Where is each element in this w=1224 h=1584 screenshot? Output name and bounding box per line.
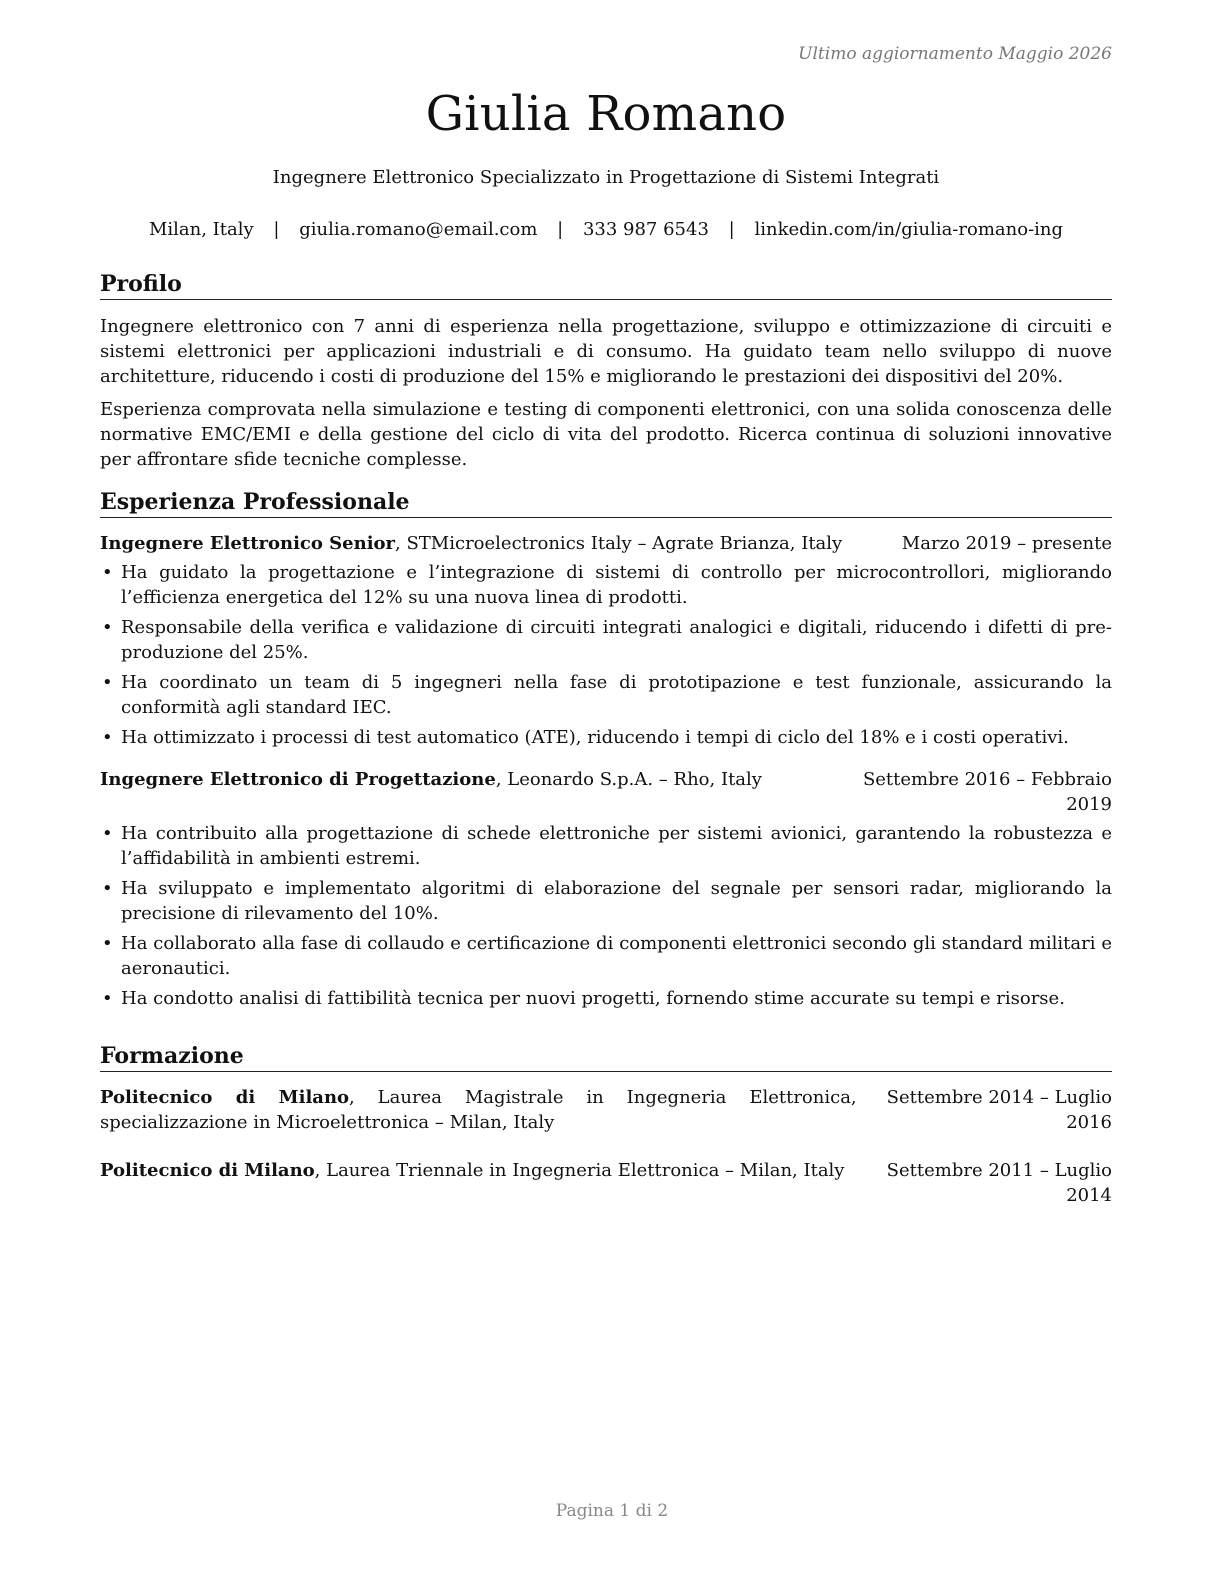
section-title-experience: Esperienza Professionale [100, 489, 1112, 518]
contact-line [100, 219, 1112, 240]
contact-linkedin[interactable]: linkedin.com/in/giulia-romano-ing [754, 219, 1064, 240]
job-header [100, 531, 1112, 556]
education-school: Politecnico di Milano [100, 1087, 350, 1108]
job-role: Ingegnere Elettronico di Progettazione [100, 769, 496, 790]
education-section [100, 1043, 1112, 1208]
education-entry [100, 1158, 1112, 1208]
resume-page [100, 0, 1112, 1584]
list-item: • Ha coordinato un team di 5 ingegneri nella fase di prototipazione e test funzionale, assicurando la conformità agli standard IEC. [100, 670, 1112, 720]
job-company: , Leonardo S.p.A. – Rho, Italy [495, 769, 762, 790]
candidate-name: Giulia Romano [425, 86, 787, 142]
list-item: • Ha sviluppato e implementato algoritmi di elaborazione del segnale per sensori radar, migliorando la precisione di rilevamento del 10%. [100, 876, 1112, 926]
education-dates [887, 1158, 1112, 1208]
contact-phone[interactable]: 333 987 6543 [582, 219, 709, 240]
job-bullets [100, 821, 1112, 1011]
contact-separator: | [557, 219, 564, 240]
job-role: Ingegnere Elettronico Senior [100, 533, 396, 554]
education-degree: , Laurea Magistrale in Ingegneria Elettronica, specializzazione in Microelettronica – Milan, Italy [100, 1087, 857, 1133]
job-bullets [100, 560, 1112, 750]
list-item: • Ha guidato la progettazione e l’integrazione di sistemi di controllo per microcontrollori, migliorando l’efficienza energetica del 12% su una nuova linea di prodotti. [100, 560, 1112, 610]
profile-section [100, 271, 1112, 472]
job-dates [863, 767, 1112, 817]
contact-separator: | [728, 219, 735, 240]
education-school: Politecnico di Milano [100, 1160, 315, 1181]
job-entry [100, 767, 1112, 1011]
profile-paragraph: Ingegnere elettronico con 7 anni di esperienza nella progettazione, sviluppo e ottimizzazione di circuiti e sistemi elettronici per applicazioni industriali e di consumo. Ha guidato team nello sviluppo di nuove architetture, riducendo i costi di produzione del 15% e migliorando le prestazioni dei dispositivi del 20%. [100, 316, 1112, 387]
section-title-profile: Profilo [100, 271, 1112, 300]
education-dates-line: Settembre 2011 – Luglio [886, 1160, 1112, 1181]
list-item: • Ha condotto analisi di fattibilità tecnica per nuovi progetti, fornendo stime accurate su tempi e risorse. [100, 986, 1112, 1011]
experience-section [100, 489, 1112, 1016]
job-company: , STMicroelectronics Italy – Agrate Brianza, Italy [395, 533, 843, 554]
education-entry [100, 1085, 1112, 1135]
profile-paragraph: Esperienza comprovata nella simulazione e testing di componenti elettronici, con una solida conoscenza delle normative EMC/EMI e della gestione del ciclo di vita del prodotto. Ricerca continua di soluzioni innovative per affrontare sfide tecniche complesse. [100, 399, 1112, 470]
job-dates-line: 2019 [1066, 794, 1112, 815]
education-dates-line: Settembre 2014 – Luglio [886, 1087, 1112, 1108]
job-dates: Marzo 2019 – presente [901, 533, 1112, 554]
candidate-headline: Ingegnere Elettronico Specializzato in Progettazione di Sistemi Integrati [272, 167, 940, 188]
page-number: Pagina 1 di 2 [555, 1501, 669, 1521]
contact-separator: | [273, 219, 280, 240]
list-item: • Responsabile della verifica e validazione di circuiti integrati analogici e digitali, riducendo i difetti di pre-produzione del 25%. [100, 615, 1112, 665]
contact-location: Milan, Italy [148, 219, 254, 240]
job-entry [100, 531, 1112, 750]
education-dates [887, 1085, 1112, 1135]
last-updated: Ultimo aggiornamento Maggio 2026 [798, 44, 1112, 64]
job-dates-line: Settembre 2016 – Febbraio [862, 769, 1112, 790]
section-title-education: Formazione [100, 1043, 1112, 1072]
education-degree: , Laurea Triennale in Ingegneria Elettronica – Milan, Italy [314, 1160, 845, 1181]
contact-email[interactable]: giulia.romano@email.com [299, 219, 538, 240]
job-header [100, 767, 1112, 817]
list-item: • Ha collaborato alla fase di collaudo e certificazione di componenti elettronici secondo gli standard militari e aeronautici. [100, 931, 1112, 981]
education-dates-line: 2016 [1066, 1112, 1112, 1133]
list-item: • Ha ottimizzato i processi di test automatico (ATE), riducendo i tempi di ciclo del 18% e i costi operativi. [100, 725, 1112, 750]
list-item: • Ha contribuito alla progettazione di schede elettroniche per sistemi avionici, garantendo la robustezza e l’affidabilità in ambienti estremi. [100, 821, 1112, 871]
education-dates-line: 2014 [1066, 1185, 1112, 1206]
